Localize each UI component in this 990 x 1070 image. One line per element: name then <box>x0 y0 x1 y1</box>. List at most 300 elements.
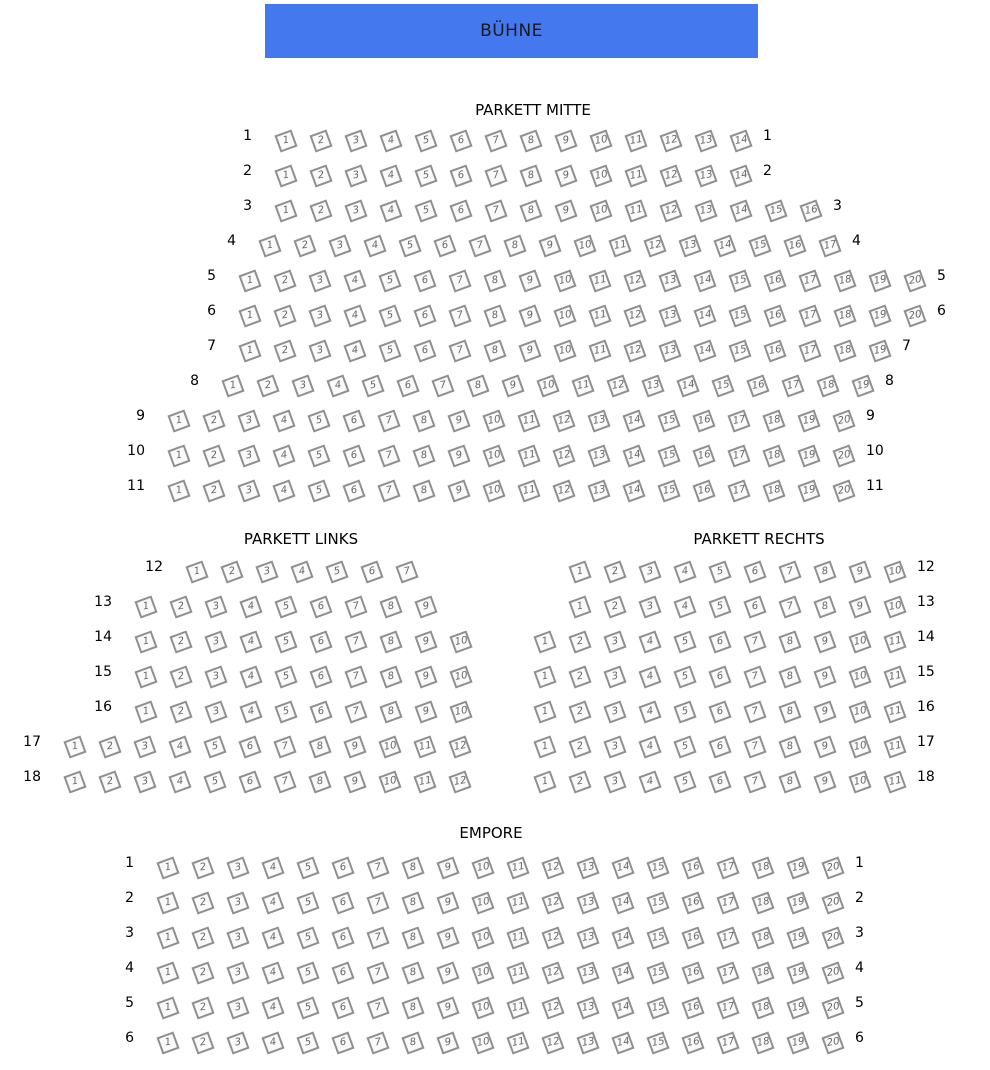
seat[interactable] <box>623 339 646 362</box>
seat[interactable] <box>436 961 459 984</box>
seat[interactable] <box>134 665 157 688</box>
seat[interactable] <box>883 700 906 723</box>
seat[interactable] <box>226 961 249 984</box>
seat[interactable] <box>483 339 506 362</box>
seat[interactable] <box>296 891 319 914</box>
seat[interactable] <box>587 479 610 502</box>
seat[interactable] <box>471 891 494 914</box>
seat[interactable] <box>519 164 542 187</box>
seat[interactable] <box>727 479 750 502</box>
seat[interactable] <box>541 856 564 879</box>
seat[interactable] <box>728 269 751 292</box>
seat[interactable] <box>361 374 384 397</box>
seat[interactable] <box>226 856 249 879</box>
seat[interactable] <box>401 856 424 879</box>
seat[interactable] <box>603 665 626 688</box>
seat[interactable] <box>606 374 629 397</box>
seat[interactable] <box>786 1031 809 1054</box>
seat[interactable] <box>274 595 297 618</box>
seat[interactable] <box>692 479 715 502</box>
seat[interactable] <box>729 199 752 222</box>
seat[interactable] <box>307 409 330 432</box>
seat[interactable] <box>272 409 295 432</box>
seat[interactable] <box>379 595 402 618</box>
seat[interactable] <box>883 630 906 653</box>
seat[interactable] <box>343 269 366 292</box>
seat[interactable] <box>763 339 786 362</box>
seat[interactable] <box>377 444 400 467</box>
seat[interactable] <box>681 1031 704 1054</box>
seat[interactable] <box>728 304 751 327</box>
seat[interactable] <box>681 856 704 879</box>
seat[interactable] <box>781 374 804 397</box>
seat[interactable] <box>576 856 599 879</box>
seat[interactable] <box>296 856 319 879</box>
seat[interactable] <box>226 1031 249 1054</box>
seat[interactable] <box>366 996 389 1019</box>
seat[interactable] <box>553 269 576 292</box>
seat[interactable] <box>449 129 472 152</box>
seat[interactable] <box>716 961 739 984</box>
seat[interactable] <box>379 665 402 688</box>
seat[interactable] <box>413 304 436 327</box>
seat[interactable] <box>256 374 279 397</box>
seat[interactable] <box>168 770 191 793</box>
seat[interactable] <box>588 269 611 292</box>
seat[interactable] <box>366 856 389 879</box>
seat[interactable] <box>518 304 541 327</box>
seat[interactable] <box>833 339 856 362</box>
seat[interactable] <box>401 961 424 984</box>
seat[interactable] <box>746 374 769 397</box>
seat[interactable] <box>506 856 529 879</box>
seat[interactable] <box>191 961 214 984</box>
seat[interactable] <box>258 234 281 257</box>
seat[interactable] <box>568 560 591 583</box>
seat[interactable] <box>379 164 402 187</box>
seat[interactable] <box>821 926 844 949</box>
seat[interactable] <box>552 444 575 467</box>
seat[interactable] <box>519 129 542 152</box>
seat[interactable] <box>611 1031 634 1054</box>
seat[interactable] <box>751 961 774 984</box>
seat[interactable] <box>471 1031 494 1054</box>
seat[interactable] <box>261 961 284 984</box>
seat[interactable] <box>743 700 766 723</box>
seat[interactable] <box>638 665 661 688</box>
seat[interactable] <box>883 735 906 758</box>
seat[interactable] <box>63 770 86 793</box>
seat[interactable] <box>156 1031 179 1054</box>
seat[interactable] <box>751 926 774 949</box>
seat[interactable] <box>134 595 157 618</box>
seat[interactable] <box>273 735 296 758</box>
seat[interactable] <box>818 234 841 257</box>
seat[interactable] <box>778 630 801 653</box>
seat[interactable] <box>576 1031 599 1054</box>
seat[interactable] <box>673 560 696 583</box>
seat[interactable] <box>226 891 249 914</box>
seat[interactable] <box>603 560 626 583</box>
seat[interactable] <box>611 891 634 914</box>
seat[interactable] <box>728 339 751 362</box>
seat[interactable] <box>506 926 529 949</box>
seat[interactable] <box>658 304 681 327</box>
seat[interactable] <box>133 770 156 793</box>
seat[interactable] <box>134 630 157 653</box>
seat[interactable] <box>611 996 634 1019</box>
seat[interactable] <box>343 735 366 758</box>
seat[interactable] <box>331 891 354 914</box>
seat[interactable] <box>168 735 191 758</box>
seat[interactable] <box>401 996 424 1019</box>
seat[interactable] <box>659 129 682 152</box>
seat[interactable] <box>658 269 681 292</box>
seat[interactable] <box>533 630 556 653</box>
seat[interactable] <box>343 770 366 793</box>
seat[interactable] <box>239 595 262 618</box>
seat[interactable] <box>694 129 717 152</box>
seat[interactable] <box>694 164 717 187</box>
seat[interactable] <box>413 269 436 292</box>
seat[interactable] <box>797 444 820 467</box>
seat[interactable] <box>433 234 456 257</box>
seat[interactable] <box>658 339 681 362</box>
seat[interactable] <box>363 234 386 257</box>
seat[interactable] <box>603 630 626 653</box>
seat[interactable] <box>751 891 774 914</box>
seat[interactable] <box>204 595 227 618</box>
seat[interactable] <box>778 700 801 723</box>
seat[interactable] <box>624 199 647 222</box>
seat[interactable] <box>261 1031 284 1054</box>
seat[interactable] <box>541 961 564 984</box>
seat[interactable] <box>576 926 599 949</box>
seat[interactable] <box>191 1031 214 1054</box>
seat[interactable] <box>587 409 610 432</box>
seat[interactable] <box>716 856 739 879</box>
seat[interactable] <box>657 409 680 432</box>
seat[interactable] <box>673 735 696 758</box>
seat[interactable] <box>447 409 470 432</box>
seat[interactable] <box>778 560 801 583</box>
seat[interactable] <box>366 961 389 984</box>
seat[interactable] <box>643 234 666 257</box>
seat[interactable] <box>638 700 661 723</box>
seat[interactable] <box>237 409 260 432</box>
seat[interactable] <box>646 926 669 949</box>
seat[interactable] <box>413 735 436 758</box>
seat[interactable] <box>237 444 260 467</box>
seat[interactable] <box>296 996 319 1019</box>
seat[interactable] <box>274 129 297 152</box>
seat[interactable] <box>743 595 766 618</box>
seat[interactable] <box>448 339 471 362</box>
seat[interactable] <box>868 339 891 362</box>
seat[interactable] <box>673 770 696 793</box>
seat[interactable] <box>603 735 626 758</box>
seat[interactable] <box>237 479 260 502</box>
seat[interactable] <box>536 374 559 397</box>
seat[interactable] <box>436 856 459 879</box>
seat[interactable] <box>611 856 634 879</box>
seat[interactable] <box>273 304 296 327</box>
seat[interactable] <box>273 339 296 362</box>
seat[interactable] <box>708 595 731 618</box>
seat[interactable] <box>471 996 494 1019</box>
seat[interactable] <box>681 961 704 984</box>
seat[interactable] <box>743 735 766 758</box>
seat[interactable] <box>156 926 179 949</box>
seat[interactable] <box>764 199 787 222</box>
seat[interactable] <box>471 856 494 879</box>
seat[interactable] <box>220 560 243 583</box>
seat[interactable] <box>568 630 591 653</box>
seat[interactable] <box>344 630 367 653</box>
seat[interactable] <box>541 996 564 1019</box>
seat[interactable] <box>541 1031 564 1054</box>
seat[interactable] <box>308 735 331 758</box>
seat[interactable] <box>378 735 401 758</box>
seat[interactable] <box>471 961 494 984</box>
seat[interactable] <box>716 926 739 949</box>
seat[interactable] <box>568 735 591 758</box>
seat[interactable] <box>308 304 331 327</box>
seat[interactable] <box>484 199 507 222</box>
seat[interactable] <box>468 234 491 257</box>
seat[interactable] <box>167 409 190 432</box>
seat[interactable] <box>778 595 801 618</box>
seat[interactable] <box>202 409 225 432</box>
seat[interactable] <box>786 891 809 914</box>
seat[interactable] <box>821 961 844 984</box>
seat[interactable] <box>309 199 332 222</box>
seat[interactable] <box>169 630 192 653</box>
seat[interactable] <box>762 444 785 467</box>
seat[interactable] <box>813 595 836 618</box>
seat[interactable] <box>833 269 856 292</box>
seat[interactable] <box>296 961 319 984</box>
seat[interactable] <box>603 595 626 618</box>
seat[interactable] <box>401 1031 424 1054</box>
seat[interactable] <box>226 926 249 949</box>
seat[interactable] <box>414 129 437 152</box>
seat[interactable] <box>517 409 540 432</box>
seat[interactable] <box>506 961 529 984</box>
seat[interactable] <box>309 700 332 723</box>
seat[interactable] <box>98 770 121 793</box>
seat[interactable] <box>623 269 646 292</box>
seat[interactable] <box>533 735 556 758</box>
seat[interactable] <box>646 856 669 879</box>
seat[interactable] <box>813 735 836 758</box>
seat[interactable] <box>848 665 871 688</box>
seat[interactable] <box>378 770 401 793</box>
seat[interactable] <box>519 199 542 222</box>
seat[interactable] <box>401 926 424 949</box>
seat[interactable] <box>708 735 731 758</box>
seat[interactable] <box>798 304 821 327</box>
seat[interactable] <box>239 700 262 723</box>
seat[interactable] <box>624 129 647 152</box>
seat[interactable] <box>331 1031 354 1054</box>
seat[interactable] <box>274 630 297 653</box>
seat[interactable] <box>676 374 699 397</box>
seat[interactable] <box>603 700 626 723</box>
seat[interactable] <box>167 479 190 502</box>
seat[interactable] <box>716 891 739 914</box>
seat[interactable] <box>883 595 906 618</box>
seat[interactable] <box>343 304 366 327</box>
seat[interactable] <box>638 595 661 618</box>
seat[interactable] <box>762 479 785 502</box>
seat[interactable] <box>331 856 354 879</box>
seat[interactable] <box>296 1031 319 1054</box>
seat[interactable] <box>533 665 556 688</box>
seat[interactable] <box>471 926 494 949</box>
seat[interactable] <box>325 560 348 583</box>
seat[interactable] <box>134 700 157 723</box>
seat[interactable] <box>255 560 278 583</box>
seat[interactable] <box>203 770 226 793</box>
seat[interactable] <box>622 444 645 467</box>
seat[interactable] <box>484 129 507 152</box>
seat[interactable] <box>261 891 284 914</box>
seat[interactable] <box>169 665 192 688</box>
seat[interactable] <box>883 665 906 688</box>
seat[interactable] <box>833 304 856 327</box>
seat[interactable] <box>401 891 424 914</box>
seat[interactable] <box>848 560 871 583</box>
seat[interactable] <box>778 770 801 793</box>
seat[interactable] <box>412 479 435 502</box>
seat[interactable] <box>396 374 419 397</box>
seat[interactable] <box>729 164 752 187</box>
seat[interactable] <box>238 304 261 327</box>
seat[interactable] <box>448 304 471 327</box>
seat[interactable] <box>778 665 801 688</box>
seat[interactable] <box>308 770 331 793</box>
seat[interactable] <box>204 630 227 653</box>
seat[interactable] <box>708 700 731 723</box>
seat[interactable] <box>743 630 766 653</box>
seat[interactable] <box>466 374 489 397</box>
seat[interactable] <box>331 926 354 949</box>
seat[interactable] <box>552 479 575 502</box>
seat[interactable] <box>413 770 436 793</box>
seat[interactable] <box>366 891 389 914</box>
seat[interactable] <box>848 735 871 758</box>
seat[interactable] <box>239 665 262 688</box>
seat[interactable] <box>379 129 402 152</box>
seat[interactable] <box>238 735 261 758</box>
seat[interactable] <box>622 409 645 432</box>
seat[interactable] <box>692 444 715 467</box>
seat[interactable] <box>848 770 871 793</box>
seat[interactable] <box>554 129 577 152</box>
seat[interactable] <box>378 339 401 362</box>
seat[interactable] <box>868 304 891 327</box>
seat[interactable] <box>657 479 680 502</box>
seat[interactable] <box>868 269 891 292</box>
seat[interactable] <box>238 269 261 292</box>
seat[interactable] <box>748 234 771 257</box>
seat[interactable] <box>727 444 750 467</box>
seat[interactable] <box>783 234 806 257</box>
seat[interactable] <box>412 444 435 467</box>
seat[interactable] <box>883 770 906 793</box>
seat[interactable] <box>185 560 208 583</box>
seat[interactable] <box>786 996 809 1019</box>
seat[interactable] <box>379 630 402 653</box>
seat[interactable] <box>261 856 284 879</box>
seat[interactable] <box>482 409 505 432</box>
seat[interactable] <box>309 129 332 152</box>
seat[interactable] <box>296 926 319 949</box>
seat[interactable] <box>751 856 774 879</box>
seat[interactable] <box>589 199 612 222</box>
seat[interactable] <box>448 770 471 793</box>
seat[interactable] <box>503 234 526 257</box>
seat[interactable] <box>261 926 284 949</box>
seat[interactable] <box>238 770 261 793</box>
seat[interactable] <box>191 891 214 914</box>
seat[interactable] <box>816 374 839 397</box>
seat[interactable] <box>342 409 365 432</box>
seat[interactable] <box>708 630 731 653</box>
seat[interactable] <box>786 856 809 879</box>
seat[interactable] <box>681 996 704 1019</box>
seat[interactable] <box>638 560 661 583</box>
seat[interactable] <box>646 891 669 914</box>
seat[interactable] <box>307 444 330 467</box>
seat[interactable] <box>274 164 297 187</box>
seat[interactable] <box>447 444 470 467</box>
seat[interactable] <box>903 304 926 327</box>
seat[interactable] <box>501 374 524 397</box>
seat[interactable] <box>797 409 820 432</box>
seat[interactable] <box>848 700 871 723</box>
seat[interactable] <box>449 199 472 222</box>
seat[interactable] <box>366 926 389 949</box>
seat[interactable] <box>484 164 507 187</box>
seat[interactable] <box>293 234 316 257</box>
seat[interactable] <box>568 595 591 618</box>
seat[interactable] <box>133 735 156 758</box>
seat[interactable] <box>307 479 330 502</box>
seat[interactable] <box>191 926 214 949</box>
seat[interactable] <box>576 891 599 914</box>
seat[interactable] <box>813 665 836 688</box>
seat[interactable] <box>449 164 472 187</box>
seat[interactable] <box>533 770 556 793</box>
seat[interactable] <box>412 409 435 432</box>
seat[interactable] <box>587 444 610 467</box>
seat[interactable] <box>681 891 704 914</box>
seat[interactable] <box>571 374 594 397</box>
seat[interactable] <box>743 560 766 583</box>
seat[interactable] <box>763 269 786 292</box>
seat[interactable] <box>344 665 367 688</box>
seat[interactable] <box>646 961 669 984</box>
seat[interactable] <box>344 199 367 222</box>
seat[interactable] <box>202 444 225 467</box>
seat[interactable] <box>821 996 844 1019</box>
seat[interactable] <box>448 735 471 758</box>
seat[interactable] <box>414 700 437 723</box>
seat[interactable] <box>328 234 351 257</box>
seat[interactable] <box>751 996 774 1019</box>
